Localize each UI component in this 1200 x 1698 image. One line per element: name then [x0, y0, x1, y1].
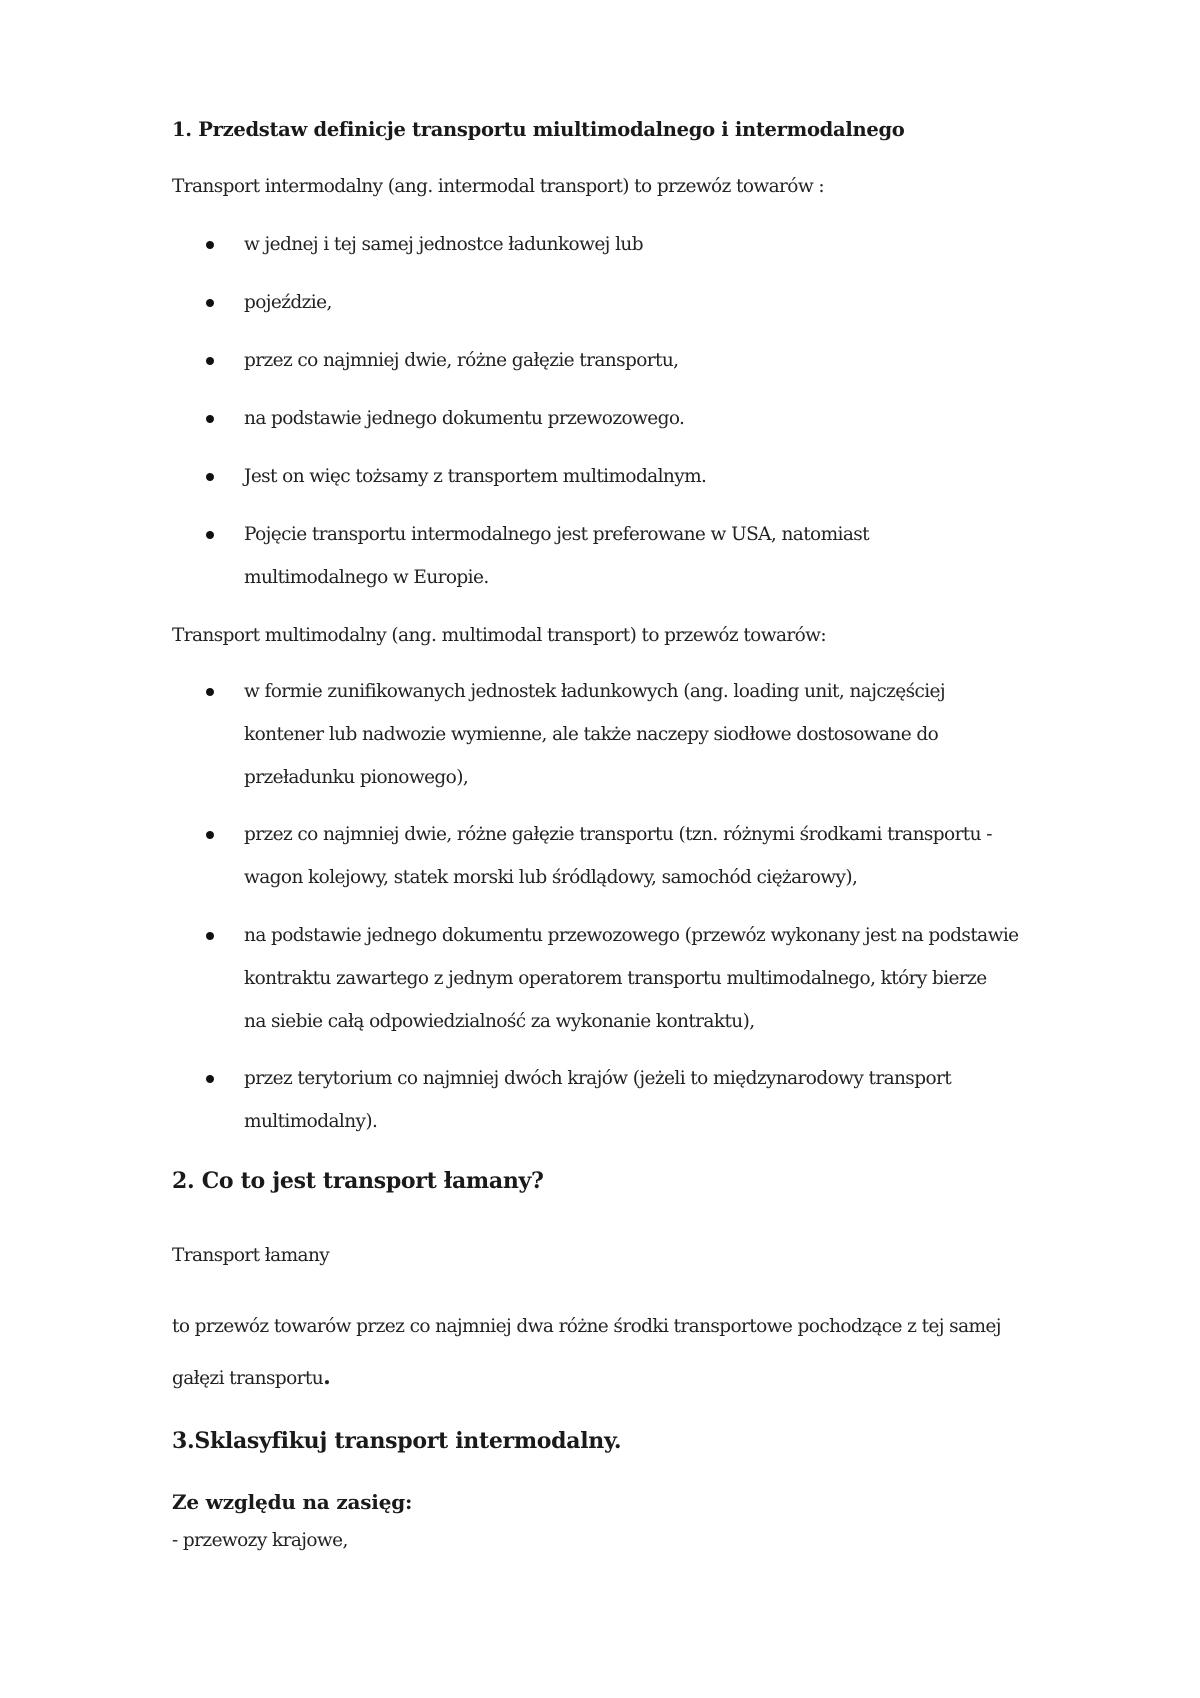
bullet-icon — [206, 531, 214, 539]
section-1-heading: 1. Przedstaw definicje transportu miultimodalnego i intermodalnego — [172, 118, 905, 141]
list-item-continuation: na siebie całą odpowiedzialność za wykonanie kontraktu), — [244, 1011, 755, 1032]
list-item: pojeździe, — [244, 292, 332, 313]
intermodal-intro: Transport intermodalny (ang. intermodal transport) to przewóz towarów : — [172, 176, 824, 197]
list-item: na podstawie jednego dokumentu przewozowego. — [244, 408, 685, 429]
bullet-icon — [206, 831, 214, 839]
section-2-heading: 2. Co to jest transport łamany? — [172, 1168, 544, 1194]
list-item: przez co najmniej dwie, różne gałęzie transportu, — [244, 350, 679, 371]
list-item-continuation: multimodalny). — [244, 1111, 378, 1132]
section-3-heading: 3.Sklasyfikuj transport intermodalny. — [172, 1428, 622, 1454]
bullet-icon — [206, 299, 214, 307]
section-2-definition-line-2 — [172, 1364, 330, 1390]
list-item: Jest on więc tożsamy z transportem multimodalnym. — [244, 466, 707, 487]
bullet-icon — [206, 241, 214, 249]
section-2-definition-line-1: to przewóz towarów przez co najmniej dwa różne środki transportowe pochodzące z tej samej — [172, 1316, 1001, 1337]
list-item-continuation: przeładunku pionowego), — [244, 767, 469, 788]
multimodal-intro: Transport multimodalny (ang. multimodal transport) to przewóz towarów: — [172, 625, 827, 646]
list-item-continuation: wagon kolejowy, statek morski lub śródlądowy, samochód ciężarowy), — [244, 867, 858, 888]
bullet-icon — [206, 415, 214, 423]
section-3-item: - przewozy krajowe, — [172, 1530, 348, 1551]
bullet-icon — [206, 1075, 214, 1083]
bullet-icon — [206, 473, 214, 481]
definition-text: gałęzi transportu — [172, 1368, 324, 1389]
bullet-icon — [206, 688, 214, 696]
list-item: w formie zunifikowanych jednostek ładunkowych (ang. loading unit, najczęściej — [244, 681, 946, 702]
list-item: przez co najmniej dwie, różne gałęzie transportu (tzn. różnymi środkami transportu - — [244, 824, 992, 845]
list-item-continuation: kontraktu zawartego z jednym operatorem transportu multimodalnego, który bierze — [244, 968, 987, 989]
list-item-continuation: kontener lub nadwozie wymienne, ale także naczepy siodłowe dostosowane do — [244, 724, 939, 745]
bullet-icon — [206, 932, 214, 940]
section-3-subheading: Ze względu na zasięg: — [172, 1490, 413, 1514]
list-item: Pojęcie transportu intermodalnego jest preferowane w USA, natomiast — [244, 524, 869, 545]
list-item: na podstawie jednego dokumentu przewozowego (przewóz wykonany jest na podstawie — [244, 925, 1019, 946]
list-item-continuation: multimodalnego w Europie. — [244, 567, 489, 588]
list-item: w jednej i tej samej jednostce ładunkowej lub — [244, 234, 643, 255]
list-item: przez terytorium co najmniej dwóch krajów (jeżeli to międzynarodowy transport — [244, 1068, 952, 1089]
definition-end: . — [323, 1364, 331, 1390]
section-2-term: Transport łamany — [172, 1245, 330, 1266]
bullet-icon — [206, 357, 214, 365]
